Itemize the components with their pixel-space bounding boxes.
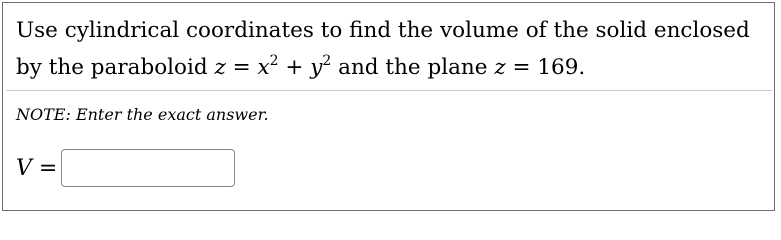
math-var-z: z: [214, 55, 226, 80]
math-exponent-y: 2: [322, 53, 332, 69]
math-var-z-plane: z: [494, 55, 506, 80]
answer-input[interactable]: [61, 149, 235, 187]
math-equals-plane: =: [505, 55, 538, 80]
math-var-y: y: [310, 55, 323, 80]
answer-label: [16, 156, 57, 181]
math-exponent-x: 2: [269, 53, 279, 69]
note-text: NOTE: Enter the exact answer.: [16, 105, 269, 124]
problem-period: .: [578, 55, 586, 80]
answer-variable: V: [16, 155, 32, 181]
math-equals: =: [225, 55, 258, 80]
answer-row: [16, 149, 235, 187]
math-plus: +: [278, 55, 311, 80]
problem-statement: [16, 12, 766, 86]
problem-line-1: Use cylindrical coordinates to find the volume of the solid enclosed: [16, 18, 750, 43]
section-divider: [6, 90, 772, 91]
plane-value: 169: [537, 55, 579, 80]
problem-line-2: [16, 49, 766, 86]
problem-text-middle: and the plane: [331, 55, 495, 80]
problem-text-prefix: by the paraboloid: [16, 55, 215, 80]
question-panel: [2, 2, 775, 211]
answer-equals: =: [31, 155, 58, 181]
math-var-x: x: [257, 55, 270, 80]
